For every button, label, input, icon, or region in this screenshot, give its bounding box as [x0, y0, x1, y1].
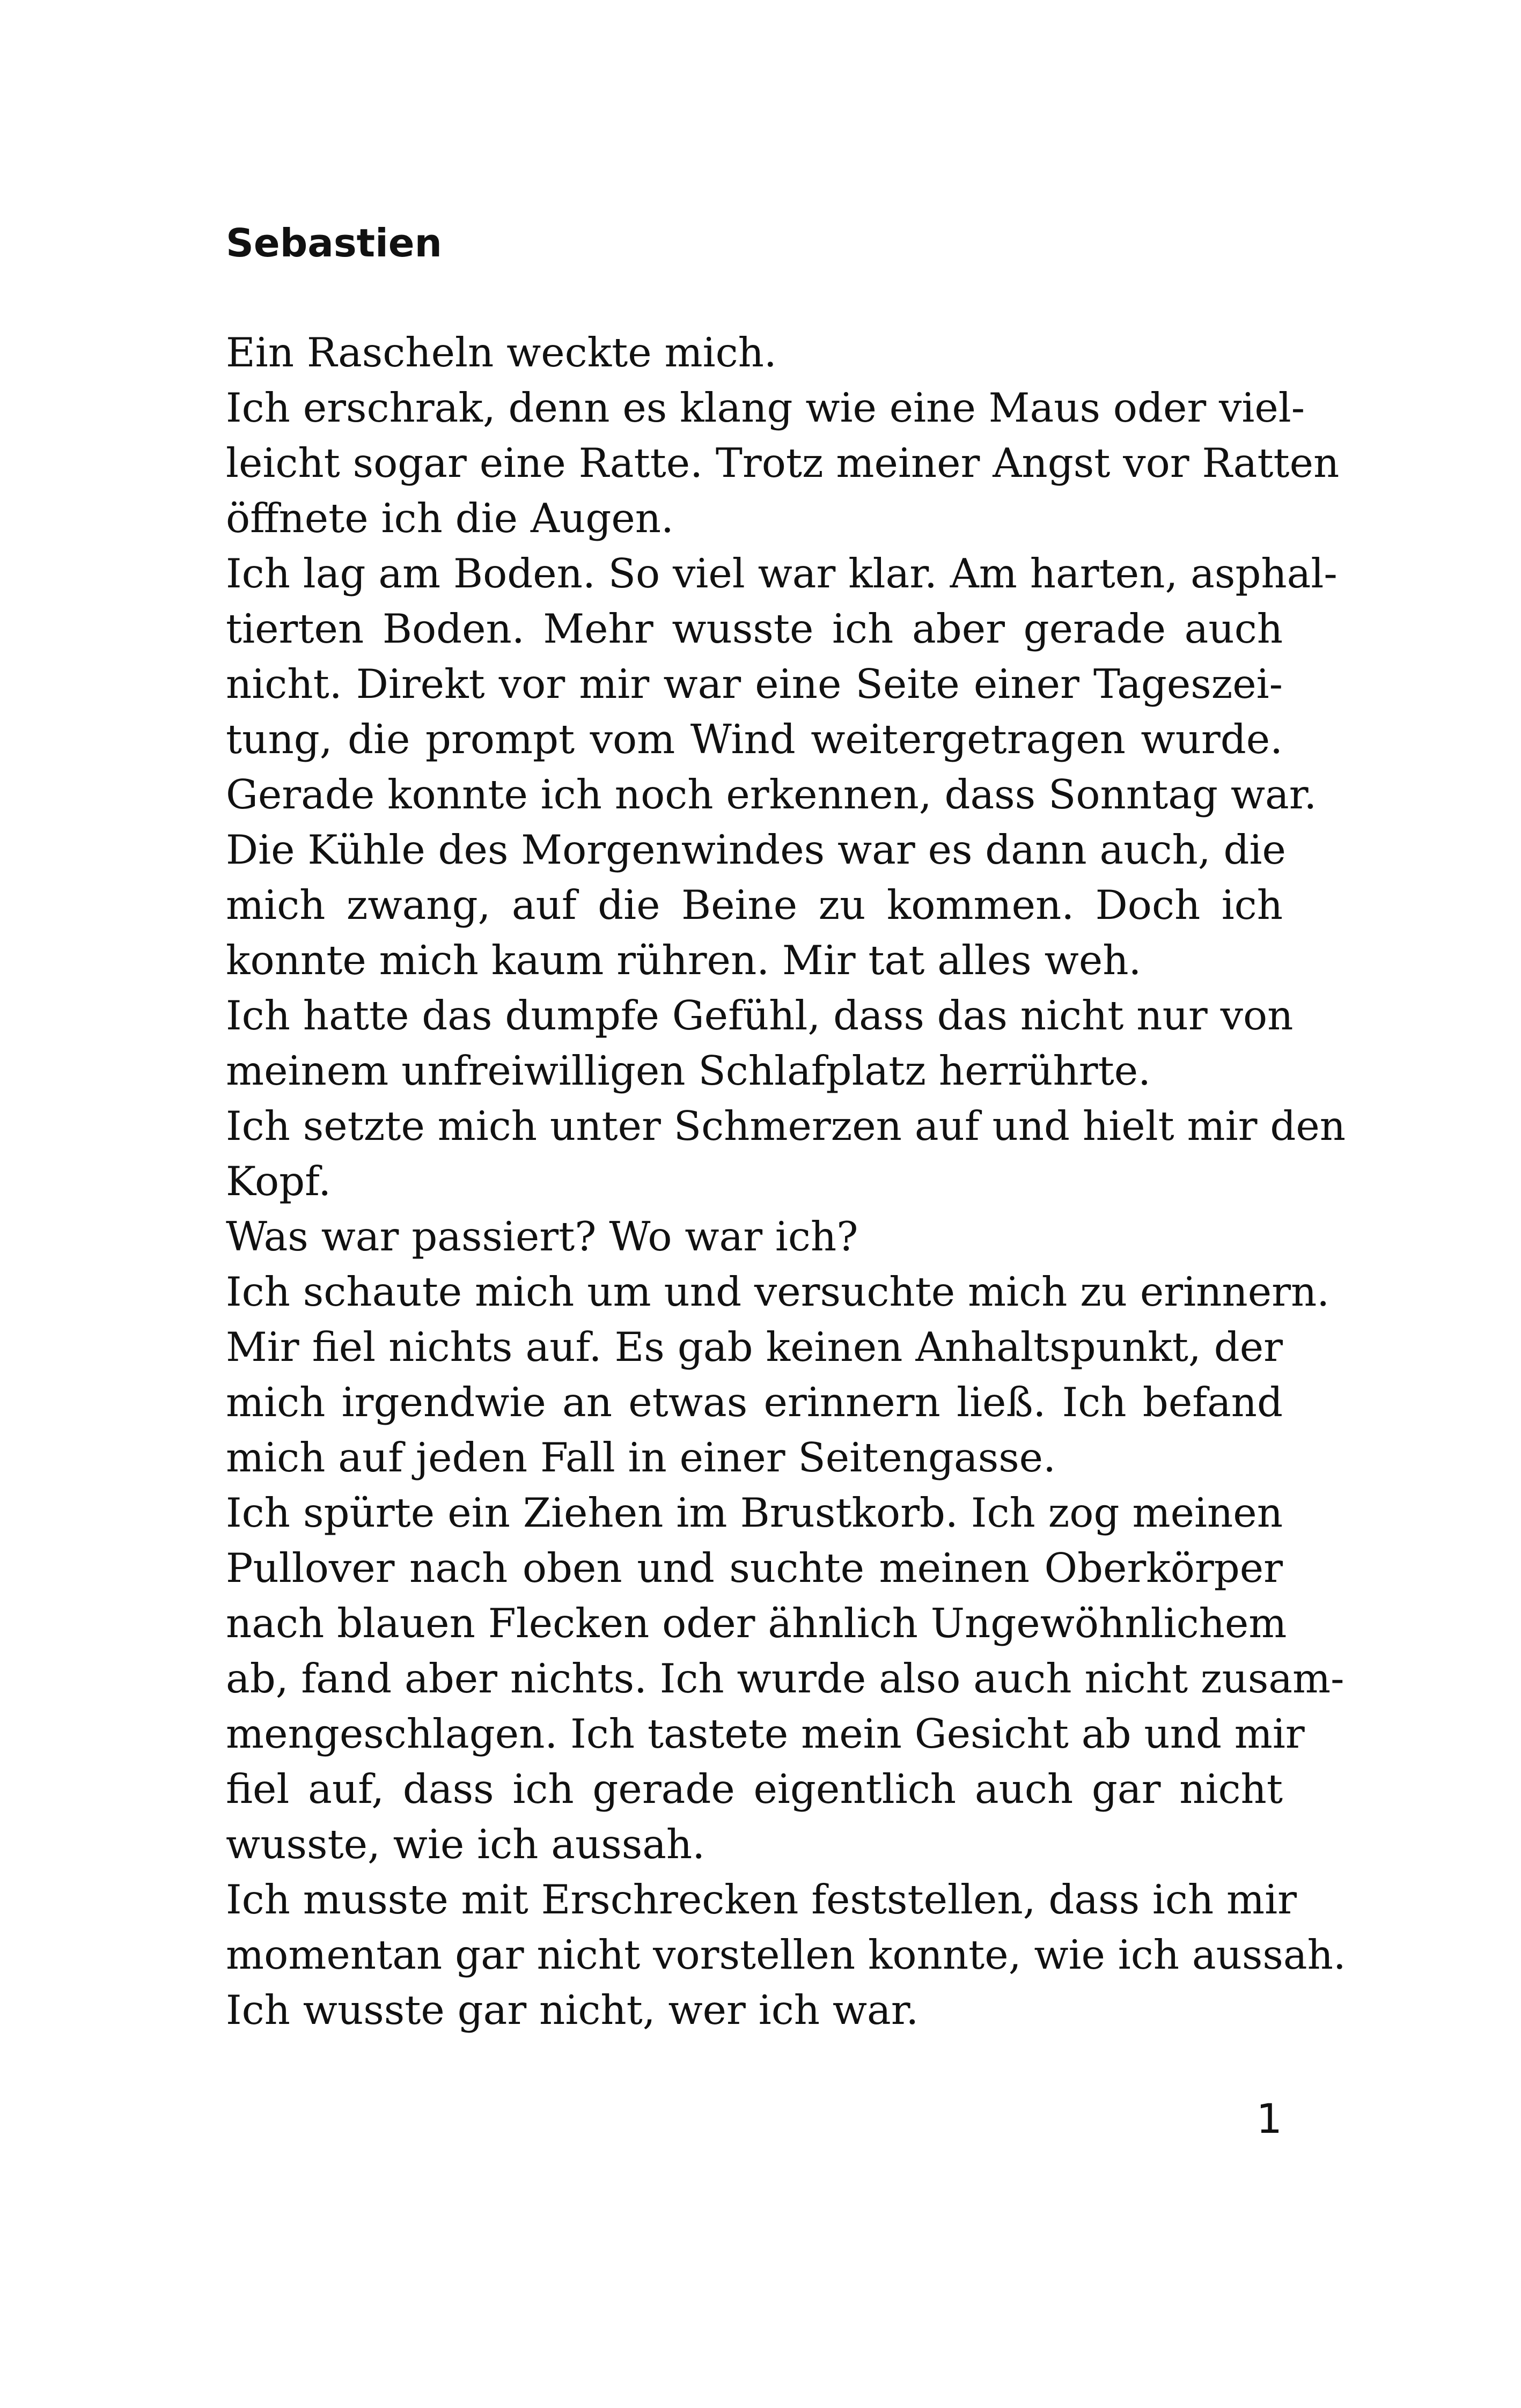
text-line: tung, die prompt vom Wind weitergetragen wurde.: [226, 716, 1283, 763]
text-line: mich auf jeden Fall in einer Seitengasse.: [226, 1434, 1056, 1481]
text-line: mich irgendwie an etwas erinnern ließ. Ich befand: [226, 1379, 1283, 1426]
text-line: Ich wusste gar nicht, wer ich war.: [226, 1986, 919, 2034]
text-line: Ein Rascheln weckte mich.: [226, 329, 777, 376]
text-line: Ich setzte mich unter Schmerzen auf und hielt mir den: [226, 1102, 1346, 1150]
text-line: Ich erschrak, denn es klang wie eine Maus oder viel-: [226, 384, 1305, 431]
text-line: leicht sogar eine Ratte. Trotz meiner Angst vor Ratten: [226, 439, 1340, 487]
text-line: Ich lag am Boden. So viel war klar. Am harten, asphal-: [226, 550, 1338, 597]
text-line: momentan gar nicht vorstellen konnte, wie ich aussah.: [226, 1931, 1346, 1978]
text-line: Ich schaute mich um und versuchte mich zu erinnern.: [226, 1268, 1330, 1315]
text-line: mengeschlagen. Ich tastete mein Gesicht ab und mir: [226, 1710, 1305, 1757]
text-line: fiel auf, dass ich gerade eigentlich auch gar nicht: [226, 1765, 1283, 1813]
text-line: Gerade konnte ich noch erkennen, dass Sonntag war.: [226, 771, 1317, 818]
text-line: konnte mich kaum rühren. Mir tat alles weh.: [226, 937, 1142, 984]
text-line: Pullover nach oben und suchte meinen Oberkörper: [226, 1544, 1283, 1592]
text-line: Die Kühle des Morgenwindes war es dann auch, die: [226, 826, 1286, 873]
text-line: Kopf.: [226, 1158, 332, 1205]
body-text: [226, 325, 1346, 2038]
page-number: 1: [1256, 2095, 1282, 2142]
text-line: meinem unfreiwilligen Schlafplatz herrührte.: [226, 1047, 1151, 1094]
text-line: ab, fand aber nichts. Ich wurde also auch nicht zusam-: [226, 1655, 1344, 1702]
text-line: tierten Boden. Mehr wusste ich aber gerade auch: [226, 605, 1283, 652]
text-line: wusste, wie ich aussah.: [226, 1821, 706, 1868]
text-line: mich zwang, auf die Beine zu kommen. Doch ich: [226, 881, 1283, 929]
text-line: nicht. Direkt vor mir war eine Seite einer Tageszei-: [226, 660, 1283, 708]
chapter-title: Sebastien: [226, 220, 442, 266]
text-line: Ich spürte ein Ziehen im Brustkorb. Ich zog meinen: [226, 1489, 1283, 1536]
text-line: Mir fiel nichts auf. Es gab keinen Anhaltspunkt, der: [226, 1323, 1283, 1371]
text-line: Ich musste mit Erschrecken feststellen, dass ich mir: [226, 1876, 1297, 1923]
text-line: Ich hatte das dumpfe Gefühl, dass das nicht nur von: [226, 992, 1294, 1039]
text-line: öffnete ich die Augen.: [226, 495, 674, 542]
text-line: Was war passiert? Wo war ich?: [226, 1213, 858, 1260]
text-line: nach blauen Flecken oder ähnlich Ungewöhnlichem: [226, 1600, 1287, 1647]
